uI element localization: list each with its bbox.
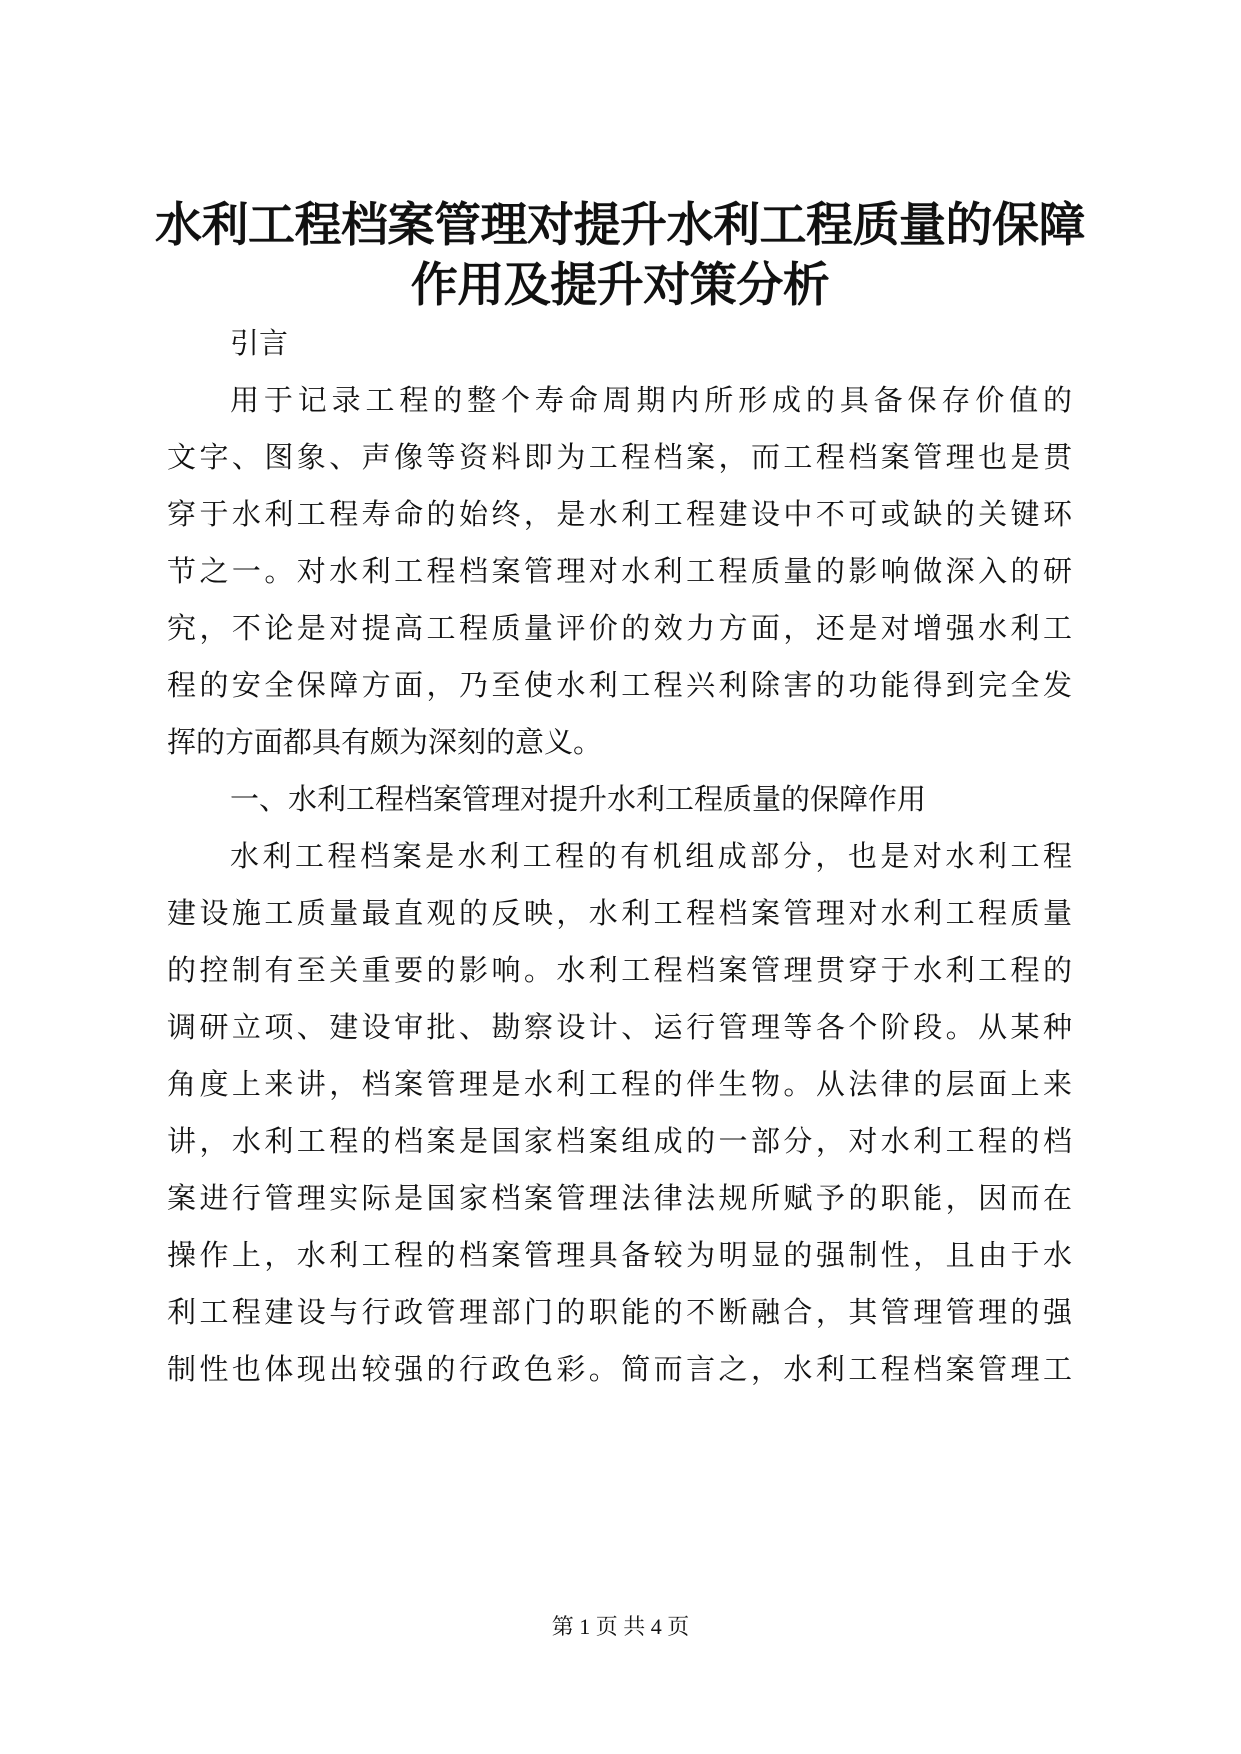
paragraph-line: 挥的方面都具有颇为深刻的意义。 [167, 725, 603, 759]
paragraph-line: 操作上，水利工程的档案管理具备较为明显的强制性，且由于水 [167, 1238, 1072, 1272]
paragraph-line: 的控制有至关重要的影响。水利工程档案管理贯穿于水利工程的 [167, 953, 1072, 987]
document-title [150, 196, 1090, 316]
page-number-label: 第 1 页 共 4 页 [551, 1614, 690, 1639]
paragraph-line: 究，不论是对提高工程质量评价的效力方面，还是对增强水利工 [167, 611, 1072, 645]
paragraph-line: 讲，水利工程的档案是国家档案组成的一部分，对水利工程的档 [167, 1124, 1072, 1158]
paragraph-line: 穿于水利工程寿命的始终，是水利工程建设中不可或缺的关键环 [167, 497, 1072, 531]
section-heading-1: 一、水利工程档案管理对提升水利工程质量的保障作用 [230, 782, 927, 816]
page-footer [0, 1613, 1241, 1641]
paragraph-line: 文字、图象、声像等资料即为工程档案，而工程档案管理也是贯 [167, 440, 1072, 474]
title-line-1: 水利工程档案管理对提升水利工程质量的保障 [155, 198, 1085, 253]
paragraph-line: 用于记录工程的整个寿命周期内所形成的具备保存价值的 [230, 383, 1072, 417]
paragraph-line: 水利工程档案是水利工程的有机组成部分，也是对水利工程 [230, 839, 1072, 873]
paragraph-line: 案进行管理实际是国家档案管理法律法规所赋予的职能，因而在 [167, 1181, 1072, 1215]
paragraph-line: 建设施工质量最直观的反映，水利工程档案管理对水利工程质量 [167, 896, 1072, 930]
section-heading-intro: 引言 [230, 326, 289, 360]
paragraph-line: 角度上来讲，档案管理是水利工程的伴生物。从法律的层面上来 [167, 1067, 1072, 1101]
paragraph-line: 程的安全保障方面，乃至使水利工程兴利除害的功能得到完全发 [167, 668, 1072, 702]
paragraph-line: 调研立项、建设审批、勘察设计、运行管理等各个阶段。从某种 [167, 1010, 1072, 1044]
paragraph-line: 制性也体现出较强的行政色彩。简而言之，水利工程档案管理工 [167, 1352, 1072, 1386]
paragraph-line: 利工程建设与行政管理部门的职能的不断融合，其管理管理的强 [167, 1295, 1072, 1329]
title-line-2: 作用及提升对策分析 [410, 258, 830, 313]
paragraph-line: 节之一。对水利工程档案管理对水利工程质量的影响做深入的研 [167, 554, 1072, 588]
